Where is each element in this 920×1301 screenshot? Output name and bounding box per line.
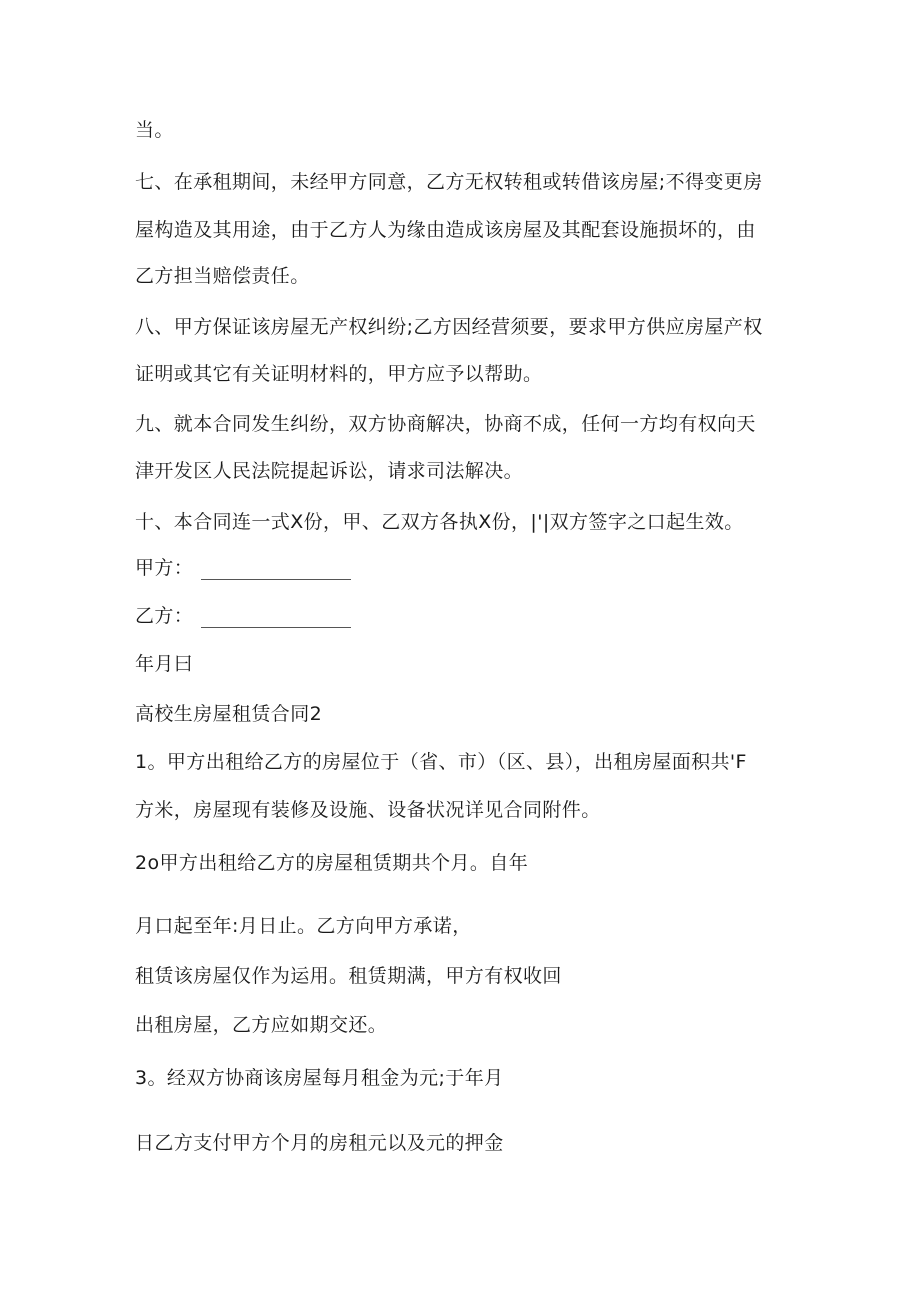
party-b-signature <box>135 604 351 628</box>
party-a-signature <box>135 556 351 580</box>
clause-8-line-2: 证明或其它有关证明材料的，甲方应予以帮助。 <box>135 363 543 385</box>
clause-7-line-1: 七、在承租期间，未经甲方同意，乙方无权转租或转借该房屋;不得变更房 <box>135 171 763 193</box>
clause-9-line-2: 津开发区人民法院提起诉讼，请求司法解决。 <box>135 460 524 482</box>
clause-8-line-1: 八、甲方保证该房屋无产权纠纷;乙方因经营须要，要求甲方供应房屋产权 <box>135 316 763 338</box>
date-line: 年月曰 <box>135 653 194 675</box>
item-2-line-1: 2o甲方出租给乙方的房屋租赁期共个月。自年 <box>135 852 529 874</box>
party-b-label: 乙方： <box>135 605 194 627</box>
party-b-signature-line <box>201 605 351 628</box>
paragraph-line: 当。 <box>135 119 174 141</box>
item-1-line-2: 方米，房屋现有装修及设施、设备状况详见合同附件。 <box>135 799 601 821</box>
clause-10-line: 十、本合同连一式X份，甲、乙双方各执X份，|'|双方签字之口起生效。 <box>135 511 744 533</box>
item-3-line-1: 3。经双方协商该房屋每月租金为元;于年月 <box>135 1067 504 1089</box>
party-a-signature-line <box>201 557 351 580</box>
item-3-line-2: 日乙方支付甲方个月的房租元以及元的押金 <box>135 1132 504 1154</box>
item-2-line-3: 租赁该房屋仅作为运用。租赁期满，甲方有权收回 <box>135 965 562 987</box>
item-1-line-1: 1。甲方出租给乙方的房屋位于（省、市）（区、县），出租房屋面积共'F <box>135 751 747 773</box>
item-2-line-2: 月口起至年:月日止。乙方向甲方承诺， <box>135 915 472 937</box>
clause-7-line-2: 屋构造及其用途，由于乙方人为缘由造成该房屋及其配套设施损坏的，由 <box>135 219 756 241</box>
clause-9-line-1: 九、就本合同发生纠纷，双方协商解决，协商不成，任何一方均有权向天 <box>135 413 756 435</box>
clause-7-line-3: 乙方担当赔偿责任。 <box>135 265 310 287</box>
item-2-line-4: 出租房屋，乙方应如期交还。 <box>135 1014 388 1036</box>
party-a-label: 甲方： <box>135 557 194 579</box>
section-title: 高校生房屋租赁合同2 <box>135 703 323 725</box>
